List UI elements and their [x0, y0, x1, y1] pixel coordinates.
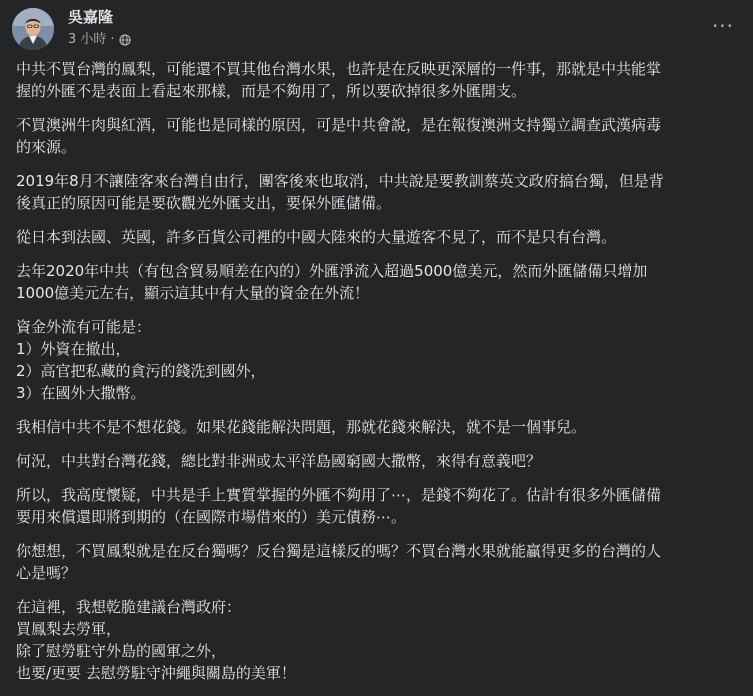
post-paragraph: [16, 416, 738, 438]
post-text-line: 握的外匯不是表面上看起來那樣，而是不夠用了，所以要砍掉很多外匯開支。: [16, 82, 527, 100]
post-text-line: 在這裡，我想乾脆建議台灣政府：: [16, 598, 242, 616]
post-paragraph: [16, 540, 738, 584]
post-text-line: 除了慰勞駐守外島的國軍之外，: [16, 642, 227, 660]
post-paragraph: [16, 316, 738, 404]
more-options-button[interactable]: [707, 14, 739, 38]
post-timestamp[interactable]: 3 小時: [68, 32, 107, 47]
more-horizontal-icon: ···: [711, 14, 735, 38]
post-text-line: 要用來償還即將到期的（在國際市場借來的）美元債務⋯。: [16, 508, 407, 526]
post-text-line: 1）外資在撤出，: [16, 340, 131, 358]
post-paragraph: [16, 484, 738, 528]
post-body: [16, 58, 738, 696]
post-paragraph: [16, 450, 738, 472]
post-paragraph: [16, 226, 738, 248]
post-paragraph: [16, 114, 738, 158]
post-text-line: 我相信中共不是不想花錢。如果花錢能解決問題，那就花錢來解決，就不是一個事兒。: [16, 418, 587, 436]
post-meta: [68, 31, 131, 49]
author-avatar[interactable]: [12, 8, 54, 50]
post-text-line: 中共不買台灣的鳳梨，可能還不買其他台灣水果，也許是在反映更深層的一件事，那就是中共能掌: [16, 60, 662, 78]
avatar-portrait: [12, 8, 54, 50]
author-name[interactable]: 吳嘉隆: [68, 8, 114, 26]
post-text-line: 你想想，不買鳳梨就是在反台獨嗎？反台獨是這樣反的嗎？不買台灣水果就能贏得更多的台灣的人: [16, 542, 662, 560]
post-text-line: 2）高官把私藏的貪污的錢洗到國外，: [16, 362, 266, 380]
post-text-line: 2019年8月不讓陸客來台灣自由行，團客後來也取消，中共說是要教訓蔡英文政府搞台獨，但是背: [16, 172, 664, 190]
post-text-line: 所以，我高度懷疑，中共是手上實質掌握的外匯不夠用了⋯，是錢不夠花了。估計有很多外匯儲備: [16, 486, 662, 504]
meta-separator: ·: [110, 32, 115, 47]
post-text-line: 的來源。: [16, 138, 77, 156]
post-text-line: 也要/更要 去慰勞駐守沖繩與關島的美軍！: [16, 664, 296, 682]
post-text-line: 從日本到法國、英國，許多百貨公司裡的中國大陸來的大量遊客不見了，而不是只有台灣。: [16, 228, 617, 246]
post-text-line: 3）在國外大撒幣。: [16, 384, 146, 402]
post-paragraph: [16, 170, 738, 214]
post-text-line: 心是嗎？: [16, 564, 77, 582]
post-text-line: 資金外流有可能是：: [16, 318, 152, 336]
post-text-line: 何況，中共對台灣花錢，總比對非洲或太平洋島國窮國大撒幣，來得有意義吧？: [16, 452, 542, 470]
post-text-line: 1000億美元左右，顯示這其中有大量的資金在外流！: [16, 284, 370, 302]
post-text-line: 去年2020年中共（有包含貿易順差在內的）外匯淨流入超過5000億美元，然而外匯儲備只增加: [16, 262, 648, 280]
post-paragraph: [16, 58, 738, 102]
post-header: [0, 0, 753, 56]
post-text-line: 不買澳洲牛肉與紅酒，可能也是同樣的原因，可是中共會說，是在報復澳洲支持獨立調查武漢病毒: [16, 116, 662, 134]
post-text-line: 後真正的原因可能是要砍觀光外匯支出，要保外匯儲備。: [16, 194, 392, 212]
globe-icon[interactable]: [119, 34, 131, 46]
post-paragraph: [16, 260, 738, 304]
post-text-line: 買鳳梨去勞軍，: [16, 620, 122, 638]
post-paragraph: [16, 596, 738, 684]
